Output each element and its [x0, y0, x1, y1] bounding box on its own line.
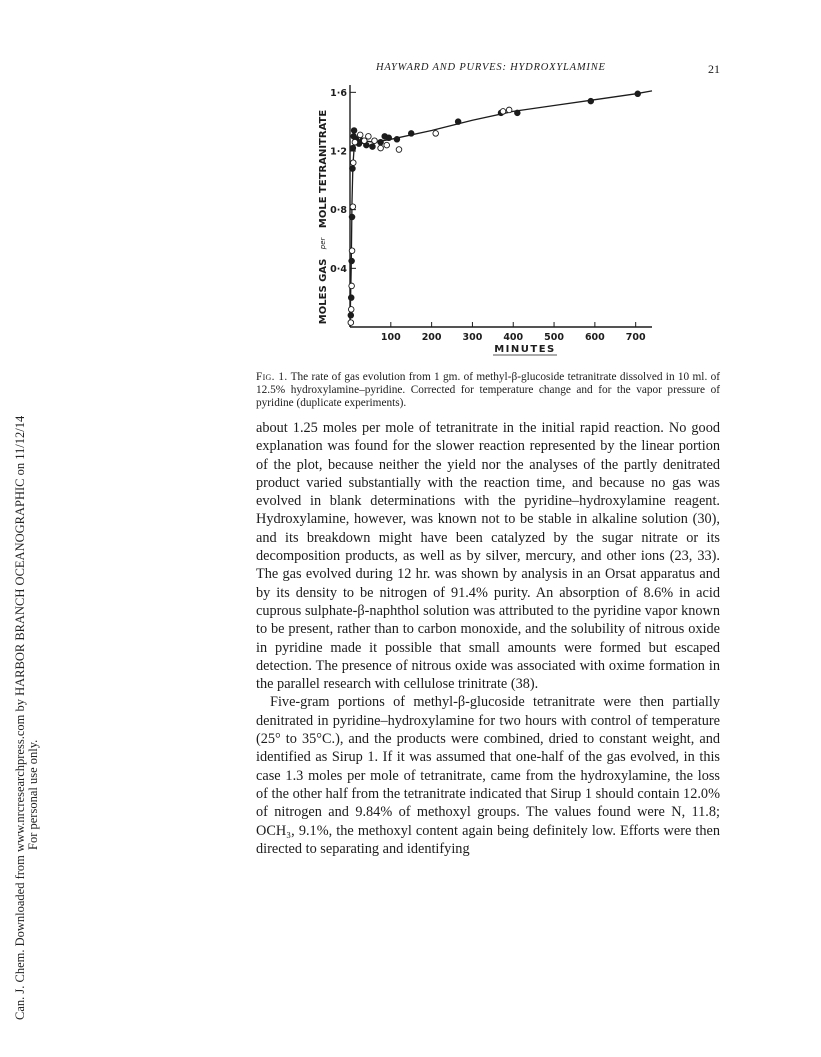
data-point-filled	[635, 91, 641, 97]
figure-caption	[256, 371, 720, 409]
data-point-filled	[515, 110, 521, 116]
data-point-open	[372, 138, 378, 144]
data-point-filled	[394, 136, 400, 142]
x-tick-label: 200	[421, 332, 442, 343]
x-tick-label: 100	[380, 332, 401, 343]
y-axis-label-post: MOLE TETRANITRATE	[318, 109, 329, 229]
x-tick-label: 700	[625, 332, 646, 343]
data-point-filled	[350, 166, 356, 172]
axis-ticks	[330, 88, 646, 343]
x-tick-label: 500	[544, 332, 564, 343]
x-tick-label: 600	[584, 332, 605, 343]
data-point-filled	[455, 119, 461, 125]
y-tick-label: 1·2	[330, 146, 347, 158]
paragraph-1: about 1.25 moles per mole of tetranitrate in the initial rapid reaction. No good explanation was found for the slower reaction represented by the linear portion of the plot, because neither the yield nor the analyses of the partly denitrated product varied substantially with the reaction time, and because no gas was evolved in blank determinations with the pyridine–hydroxylamine reagent. Hydroxylamine, however, was known not to be stable in alkaline solution (30), and its breakdown might have been catalyzed by the sugar nitrate or its decomposition products, as well as by silver, mercury, and other ions (23, 33). The gas evolved during 12 hr. was shown by analysis in an Orsat apparatus and by its density to be nitrogen of 91.4% purity. An absorption of 8.6% in acid cuprous sulphate-β-naphthol solution was attributed to the pyridine vapor known to be present, rather than to carbon monoxide, and the solubility of nitrous oxide in pyridine made it possible that small amounts were formed but escaped detection. The presence of nitrous oxide was associated with oxime formation in the parallel research with cellulose trinitrate (38).	[256, 420, 720, 693]
gas-evolution-figure	[300, 82, 670, 367]
y-axis-label-per: per	[319, 237, 327, 250]
data-point-filled	[351, 128, 357, 134]
running-head: HAYWARD AND PURVES: HYDROXYLAMINE	[376, 62, 606, 73]
y-axis-label-pre: MOLES GAS	[318, 258, 329, 325]
plot-axes	[350, 85, 652, 327]
data-point-open	[350, 160, 356, 166]
data-point-open	[348, 307, 354, 313]
data-point-open	[433, 131, 439, 137]
data-point-open	[350, 204, 356, 210]
page-number: 21	[708, 62, 720, 76]
data-point-open	[349, 283, 355, 289]
data-point-filled	[348, 312, 354, 318]
download-notice	[0, 0, 40, 1057]
x-tick-label: 400	[503, 332, 524, 343]
data-point-filled	[350, 145, 356, 151]
y-tick-label: 0·4	[330, 263, 347, 275]
x-tick-label: 300	[462, 332, 483, 343]
y-axis-label	[317, 110, 329, 325]
data-point-filled	[378, 139, 384, 145]
data-point-filled	[370, 144, 376, 150]
x-axis-label: MINUTES	[494, 344, 556, 355]
data-point-open	[348, 320, 354, 326]
data-point-open	[352, 139, 358, 145]
data-point-open	[506, 107, 512, 113]
data-point-filled	[386, 135, 392, 141]
paragraph-2: Five-gram portions of methyl-β-glucoside tetranitrate were then partially denitrated in pyridine–hydroxylamine for two hours with control of temperature (25° to 35°C.), and the products were combined, dried to constant weight, and identified as Sirup 1. If it was assumed that one-half of the gas evolved, in this case 1.3 moles per mole of tetranitrate, came from the hydroxylamine, the loss of the other half from the tetranitrate indicated that Sirup 1 should contain 12.0% of nitrogen and 9.84% of methoxyl groups. The values found were N, 11.8; OCH₃, 9.1%, the methoxyl content again being definitely low. Efforts were then directed to separating and identifying	[256, 694, 720, 857]
data-point-open	[384, 142, 390, 148]
fitted-curve	[350, 91, 652, 327]
data-point-filled	[348, 295, 354, 301]
figure-caption-text: The rate of gas evolution from 1 gm. of methyl-β-glucoside tetranitrate dissolved in 10 ml. of 12.5% hydroxylamine–pyridine. Corrected for temperature change and for the vapor pressure of pyridine (duplicate experiments).	[256, 371, 720, 409]
data-point-filled	[408, 131, 414, 137]
data-point-filled	[588, 98, 594, 104]
body-text	[256, 419, 720, 858]
data-point-open	[396, 147, 402, 153]
data-point-open	[378, 145, 384, 151]
data-point-open	[357, 132, 363, 138]
data-point-filled	[349, 214, 355, 220]
data-point-open	[366, 134, 372, 140]
figure-label: Fig. 1.	[256, 371, 288, 383]
data-point-filled	[349, 258, 355, 264]
data-points	[348, 91, 641, 325]
personal-use-line: For personal use only.	[26, 739, 40, 850]
download-notice-line: Can. J. Chem. Downloaded from www.nrcresearchpress.com by HARBOR BRANCH OCEANOGRAPHIC on 11/12/14	[13, 415, 27, 1020]
download-notice-text	[14, 416, 40, 1020]
y-tick-label: 1·6	[330, 87, 347, 99]
y-tick-label: 0·8	[330, 205, 347, 217]
data-point-open	[500, 109, 506, 115]
data-point-open	[349, 248, 355, 254]
page-header	[250, 62, 720, 78]
